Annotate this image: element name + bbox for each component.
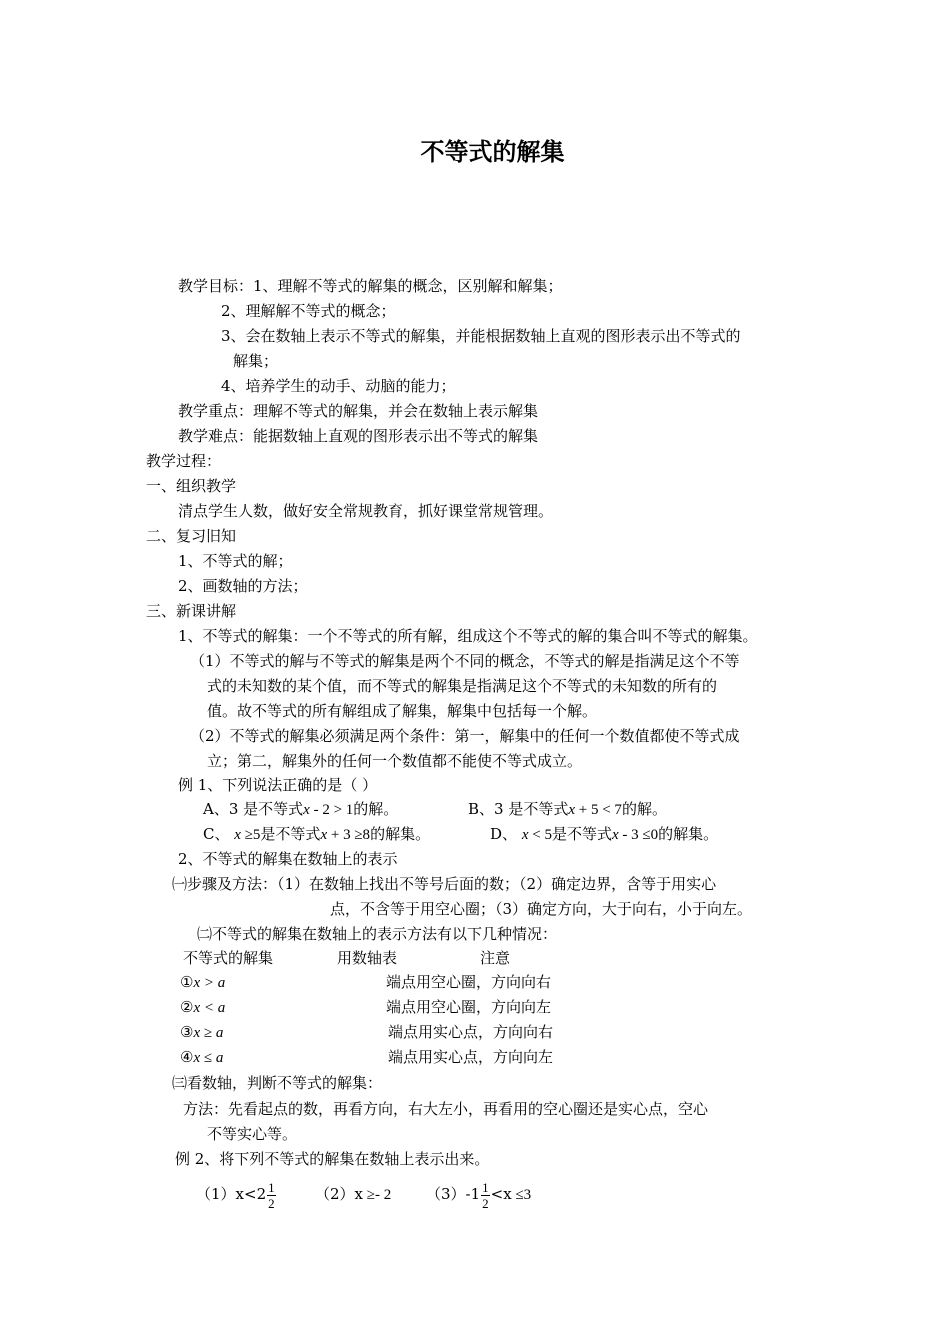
case-3 <box>180 1022 223 1043</box>
example-1-option-b <box>468 799 667 820</box>
method-line-2: 不等实心等。 <box>207 1125 298 1143</box>
option-d-suffix: 的解集。 <box>658 825 719 843</box>
goal-4: 4、培养学生的动手、动脑的能力； <box>221 377 456 395</box>
section-3-heading: 三、新课讲解 <box>146 602 237 620</box>
teaching-difficulty: 教学难点：能据数轴上直观的图形表示出不等式的解集 <box>178 427 539 445</box>
option-b-var: x <box>568 802 576 818</box>
case-3-number: ③ <box>180 1023 194 1041</box>
case-4 <box>180 1047 223 1068</box>
item-1-denominator: 2 <box>268 1195 275 1211</box>
option-b-expr: + 5 < 7 <box>575 802 622 818</box>
option-d-prefix: D、 <box>490 825 518 843</box>
case-1 <box>180 972 225 993</box>
section-1-text: 清点学生人数，做好安全常规教育，抓好课堂常规管理。 <box>178 502 554 520</box>
goal-3-line-1: 3、会在数轴上表示不等式的解集，并能根据数轴上直观的图形表示出不等式的 <box>221 327 741 345</box>
option-d-expr: < 5 <box>528 827 552 843</box>
option-c-expr: ≥5 <box>240 827 261 843</box>
example-2-item-1 <box>196 1177 277 1211</box>
option-c-var-2: x <box>320 827 328 843</box>
process-heading: 教学过程： <box>146 452 222 470</box>
example-1-question: 例 1、下列说法正确的是（ ） <box>178 776 378 794</box>
steps-line-1: ㈠步骤及方法：（1）在数轴上找出不等号后面的数；（2）确定边界，含等于用实心 <box>172 875 717 893</box>
example-2-question: 例 2、将下列不等式的解集在数轴上表示出来。 <box>175 1150 490 1168</box>
point-1-line-3: 值。故不等式的所有解组成了解集，解集中包括每一个解。 <box>207 702 598 720</box>
example-1-option-a <box>203 799 398 820</box>
method-line-1: 方法：先看起点的数，再看方向，右大左小，再看用的空心圈还是实心点，空心 <box>183 1100 709 1118</box>
example-1-option-d <box>490 824 718 845</box>
option-c-var: x <box>234 827 241 843</box>
section-2-item-1: 1、不等式的解； <box>178 552 293 570</box>
option-b-prefix: B、3 是不等式 <box>468 800 569 818</box>
option-c-prefix: C、 <box>203 825 230 843</box>
numberline-heading: 2、不等式的解集在数轴上的表示 <box>178 850 398 868</box>
case-2-number: ② <box>180 998 194 1016</box>
item-3-denominator: 2 <box>482 1195 489 1211</box>
item-3-numerator: 1 <box>482 1179 489 1195</box>
item-1-numerator: 1 <box>268 1179 275 1195</box>
case-2-expr: x < a <box>193 1000 226 1016</box>
option-c-suffix: 的解集。 <box>370 825 431 843</box>
option-d-var: x <box>521 827 529 843</box>
item-1-fraction <box>267 1180 276 1211</box>
item-3-fraction <box>481 1180 490 1211</box>
item-3-mid: <x <box>490 1185 512 1203</box>
option-d-mid: 是不等式 <box>551 825 612 843</box>
item-1-prefix: （1）x<2 <box>196 1185 267 1203</box>
case-3-note: 端点用实心点，方向向右 <box>388 1023 554 1041</box>
point-1-line-2: 式的未知数的某个值，而不等式的解集是指满足这个不等式的未知数的所有的 <box>207 677 718 695</box>
goal-3-line-2: 解集； <box>233 352 279 370</box>
item-3-expr: ≤3 <box>511 1187 532 1203</box>
section-1-heading: 一、组织教学 <box>146 477 237 495</box>
item-2-prefix: （2）x <box>315 1185 364 1203</box>
case-4-expr: x ≤ a <box>193 1050 224 1066</box>
point-2-line-1: （2）不等式的解集必须满足两个条件：第一，解集中的任何一个数值都使不等式成 <box>190 727 740 745</box>
case-2 <box>180 997 225 1018</box>
solution-set-definition: 1、不等式的解集：一个不等式的所有解，组成这个不等式的解的集合叫不等式的解集。 <box>178 627 758 645</box>
cases-col-note: 注意 <box>480 949 511 967</box>
cases-intro: ㈡不等式的解集在数轴上的表示方法有以下几种情况： <box>197 925 558 943</box>
example-2-item-3 <box>426 1177 531 1212</box>
case-1-note: 端点用空心圈，方向向右 <box>386 973 552 991</box>
case-1-number: ① <box>180 973 194 991</box>
goal-1: 教学目标：1、理解不等式的解集的概念，区别解和解集； <box>178 277 563 295</box>
judge-heading: ㈢看数轴，判断不等式的解集： <box>172 1074 383 1092</box>
option-a-var: x <box>303 802 310 818</box>
page-title: 不等式的解集 <box>420 138 565 166</box>
example-1-option-c <box>203 824 430 845</box>
section-2-item-2: 2、画数轴的方法； <box>178 577 308 595</box>
cases-col-numberline: 用数轴表 <box>337 949 398 967</box>
case-4-number: ④ <box>180 1048 194 1066</box>
option-d-expr-2: - 3 ≤0 <box>618 827 659 843</box>
case-4-note: 端点用实心点，方向向左 <box>388 1048 554 1066</box>
point-1-line-1: （1）不等式的解与不等式的解集是两个不同的概念，不等式的解是指满足这个不等 <box>190 652 740 670</box>
cases-col-solution-set: 不等式的解集 <box>183 949 274 967</box>
option-b-suffix: 的解。 <box>621 800 667 818</box>
item-3-prefix: （3）-1 <box>426 1185 481 1203</box>
option-a-prefix: A、3 是不等式 <box>203 800 304 818</box>
teaching-focus: 教学重点：理解不等式的解集，并会在数轴上表示解集 <box>178 402 539 420</box>
section-2-heading: 二、复习旧知 <box>146 527 237 545</box>
option-a-expr: - 2 > 1 <box>309 802 354 818</box>
goal-2: 2、理解解不等式的概念； <box>221 302 396 320</box>
option-c-mid: 是不等式 <box>260 825 321 843</box>
case-1-expr: x > a <box>193 975 226 991</box>
item-2-expr: ≥- 2 <box>363 1187 392 1203</box>
option-c-expr-2: + 3 ≥8 <box>327 827 371 843</box>
point-2-line-2: 立；第二，解集外的任何一个数值都不能使不等式成立。 <box>207 752 583 770</box>
example-2-item-2 <box>315 1177 391 1212</box>
case-2-note: 端点用空心圈，方向向左 <box>386 998 552 1016</box>
option-a-suffix: 的解。 <box>353 800 399 818</box>
case-3-expr: x ≥ a <box>193 1025 224 1041</box>
steps-line-2: 点，不含等于用空心圈；（3）确定方向，大于向右，小于向左。 <box>330 900 753 918</box>
option-d-var-2: x <box>611 827 619 843</box>
